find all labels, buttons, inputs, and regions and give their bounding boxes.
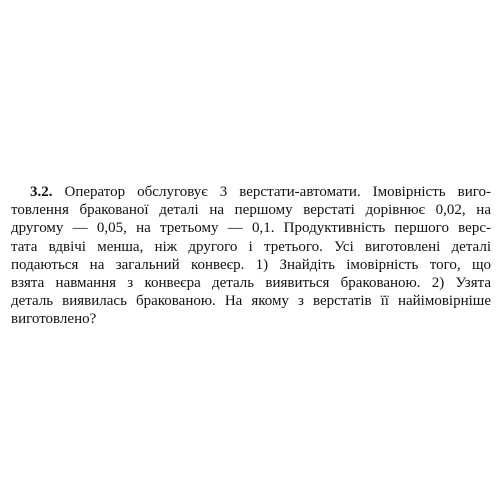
- problem-line: деталь виявилась бракованою. На якому з верстатів її найімовірніше: [11, 293, 491, 310]
- problem-line: взята навмання з конвеєра деталь виявиться бракованою. 2) Узята: [11, 274, 491, 291]
- problem-line: подаються на загальний конвеєр. 1) Знайдіть імовірність того, що: [11, 256, 491, 273]
- problem-number: 3.2.: [30, 184, 53, 200]
- problem-line: виготовлено?: [11, 311, 97, 328]
- problem-line: другому — 0,05, на третьому — 0,1. Продуктивність першого верс-: [11, 220, 491, 237]
- problem-text: [11, 183, 491, 329]
- problem-line: [11, 183, 491, 201]
- problem-line: тата вдвічі менша, ніж другого і третього. Усі виготовлені деталі: [11, 238, 491, 255]
- problem-line: товлення бракованої деталі на першому верстаті дорівнює 0,02, на: [11, 202, 491, 219]
- problem-line-text: Оператор обслуговує 3 верстати-автомати. Імовірність виго-: [64, 184, 491, 200]
